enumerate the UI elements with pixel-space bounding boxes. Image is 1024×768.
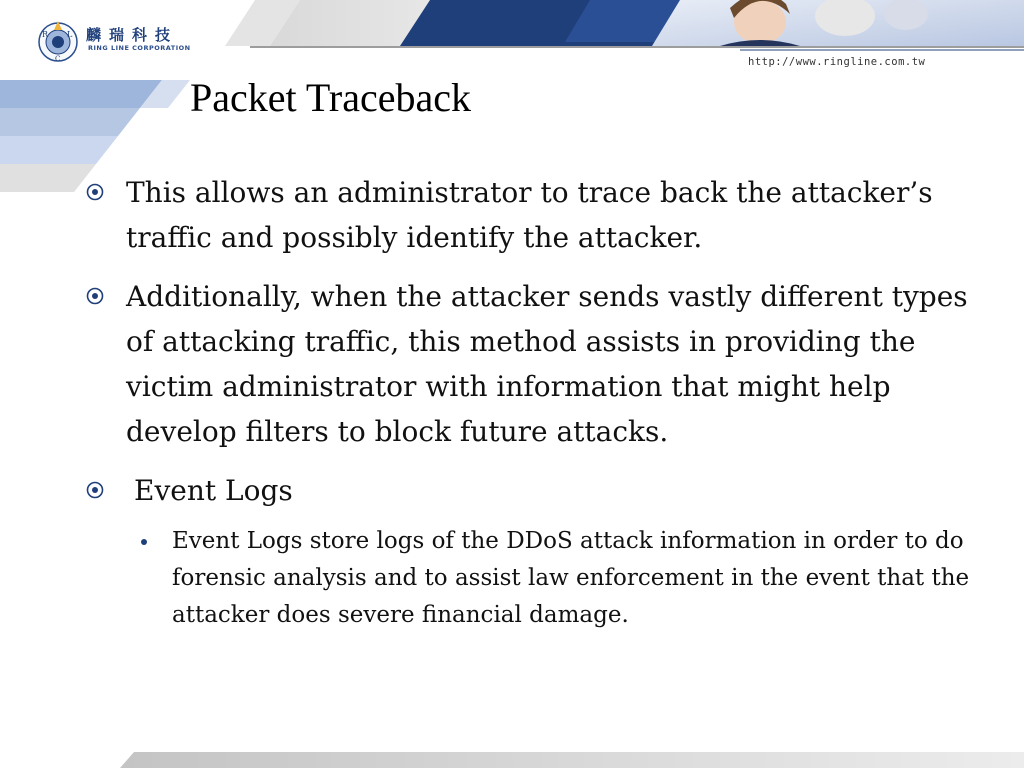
slide-title: Packet Traceback bbox=[190, 75, 472, 120]
bullet-item bbox=[86, 170, 986, 260]
bullet-item bbox=[86, 468, 986, 513]
sub-bullet-item bbox=[86, 523, 986, 634]
bullet-text: Additionally, when the attacker sends vastly different types of attacking traffic, this method assists in providing the victim administrator with information that might help develop filters to block future attacks. bbox=[126, 280, 968, 448]
logo-letter-r: R bbox=[42, 30, 49, 39]
slide-body bbox=[86, 170, 986, 634]
bullet-text: Event Logs bbox=[134, 474, 293, 507]
circled-dot-icon bbox=[86, 481, 104, 499]
dot-icon bbox=[141, 539, 147, 545]
logo-letter-c: C bbox=[55, 55, 61, 63]
footer-decoration bbox=[120, 752, 1024, 768]
company-name-english: RING LINE CORPORATION bbox=[88, 44, 191, 52]
bullet-text: This allows an administrator to trace back the attacker’s traffic and possibly identify the attacker. bbox=[126, 176, 933, 254]
company-name-chinese: 麟瑞科技 bbox=[86, 26, 179, 44]
sub-bullet-text: Event Logs store logs of the DDoS attack information in order to do forensic analysis and to assist law enforcement in the event that the attacker does severe financial damage. bbox=[172, 528, 970, 628]
circled-dot-icon bbox=[86, 287, 104, 305]
circled-dot-icon bbox=[86, 183, 104, 201]
bullet-item bbox=[86, 274, 986, 454]
company-url: http://www.ringline.com.tw bbox=[748, 56, 926, 68]
logo-letter-l: L bbox=[67, 30, 73, 39]
